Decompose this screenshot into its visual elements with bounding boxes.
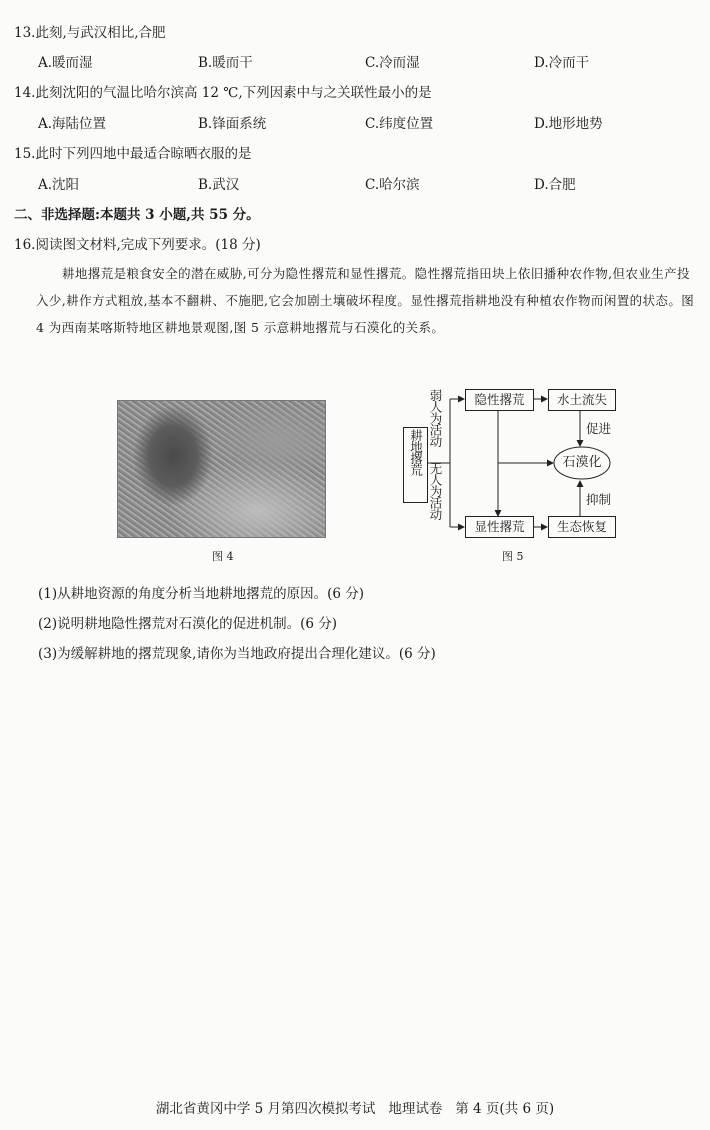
figure-5-caption: 图 5 bbox=[502, 550, 524, 563]
q14-option-d: D.地形地势 bbox=[534, 116, 603, 132]
q14-option-a: A.海陆位置 bbox=[38, 116, 107, 132]
section-2-heading: 二、非选择题:本题共 3 小题,共 55 分。 bbox=[14, 207, 260, 223]
q16-sub-question-2: (2)说明耕地隐性撂荒对石漠化的促进机制。(6 分) bbox=[38, 616, 338, 632]
q16-material-paragraph: 耕地撂荒是粮食安全的潜在威胁,可分为隐性撂荒和显性撂荒。隐性撂荒指田块上依旧播种农作物,但农业生产投入少,耕作方式粗放,基本不翻耕、不施肥,它会加剧土壤破坏程度。显性撂荒指耕地没有种植农作物而闲置的状态。图 4 为西南某喀斯特地区耕地景观图,图 5 示意耕地撂荒与石漠化的关系。 bbox=[36, 266, 695, 335]
q15-option-d: D.合肥 bbox=[534, 177, 576, 193]
q14-option-b: B.锋面系统 bbox=[198, 116, 267, 132]
q14-option-c: C.纬度位置 bbox=[365, 116, 434, 132]
diagram-root-label: 耕地撂荒 bbox=[408, 429, 424, 475]
diagram-recovery-box: 生态恢复 bbox=[548, 516, 616, 538]
question-15-stem: 15.此时下列四地中最适合晾晒衣服的是 bbox=[14, 146, 252, 162]
q16-sub-question-1: (1)从耕地资源的角度分析当地耕地撂荒的原因。(6 分) bbox=[38, 586, 365, 602]
page-footer: 湖北省黄冈中学 5 月第四次模拟考试 地理试卷 第 4 页(共 6 页) bbox=[155, 1101, 555, 1117]
diagram-erosion-box: 水土流失 bbox=[548, 389, 616, 411]
q13-option-b: B.暖而干 bbox=[198, 55, 253, 71]
diagram-promote-label: 促进 bbox=[586, 421, 612, 436]
diagram-inhibit-label: 抑制 bbox=[586, 492, 612, 507]
q13-option-c: C.冷而湿 bbox=[365, 55, 420, 71]
q15-option-c: C.哈尔滨 bbox=[365, 177, 420, 193]
question-14-stem: 14.此刻沈阳的气温比哈尔滨高 12 ℃,下列因素中与之关联性最小的是 bbox=[14, 85, 432, 101]
q16-sub-question-3: (3)为缓解耕地的撂荒现象,请你为当地政府提出合理化建议。(6 分) bbox=[38, 646, 436, 662]
q15-option-b: B.武汉 bbox=[198, 177, 240, 193]
q13-option-d: D.冷而干 bbox=[534, 55, 590, 71]
diagram-hidden-box: 隐性撂荒 bbox=[465, 389, 534, 411]
q15-option-a: A.沈阳 bbox=[38, 177, 80, 193]
diagram-center-label: 石漠化 bbox=[562, 455, 602, 470]
q13-option-a: A.暖而湿 bbox=[38, 55, 93, 71]
diagram-explicit-box: 显性撂荒 bbox=[465, 516, 534, 538]
diagram-root-box bbox=[403, 427, 428, 503]
question-13-stem: 13.此刻,与武汉相比,合肥 bbox=[14, 25, 166, 41]
figure-4-caption: 图 4 bbox=[212, 550, 234, 563]
diagram-upper-edge-label: 弱人为活动 bbox=[428, 389, 443, 447]
diagram-lower-edge-label: 无人为活动 bbox=[428, 462, 443, 520]
question-16-stem: 16.阅读图文材料,完成下列要求。(18 分) bbox=[14, 237, 261, 253]
